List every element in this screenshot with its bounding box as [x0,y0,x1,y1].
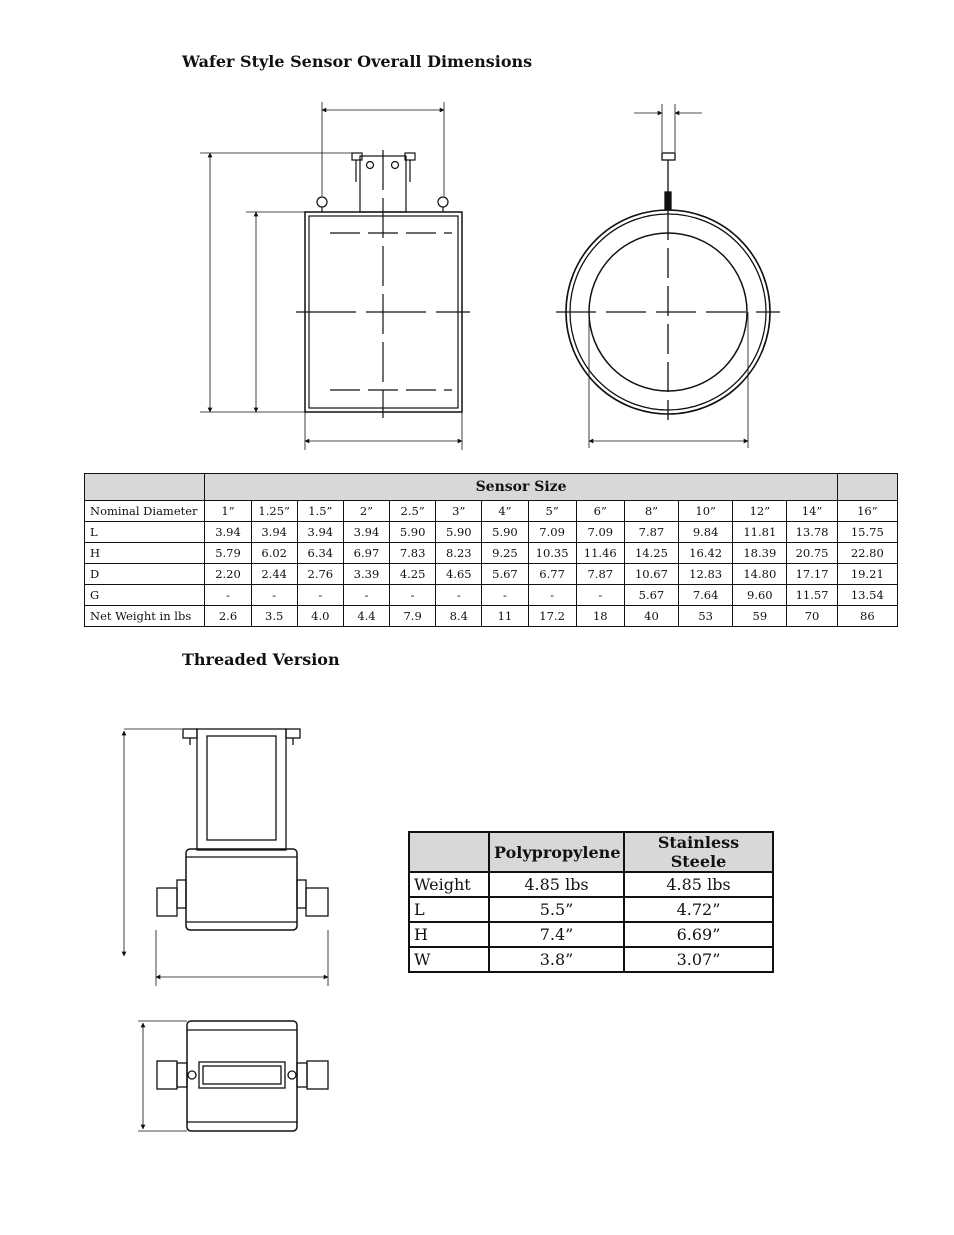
table-row [85,522,898,543]
table-cell: 40 [624,606,678,627]
table-cell: 9.60 [733,585,787,606]
row-label: D [85,564,205,585]
table-cell: 12” [733,501,787,522]
table-cell: 7.4” [489,922,624,947]
table-cell: - [436,585,482,606]
sensor-size-header: Sensor Size [205,474,837,501]
table-cell: 4.0 [297,606,343,627]
table-cell: 3.39 [343,564,389,585]
header-blank-cell [409,832,489,872]
table-cell: 4” [482,501,528,522]
table-cell: 5.67 [482,564,528,585]
table-cell: 12.83 [679,564,733,585]
table-cell: 3” [436,501,482,522]
table-cell: 1.25” [251,501,297,522]
row-label: H [409,922,489,947]
table-cell: 7.09 [576,522,624,543]
threaded-top-view-drawing [138,1021,328,1131]
table-cell: 17.17 [787,564,837,585]
table-cell: 4.85 lbs [624,872,773,897]
table-cell: 7.83 [390,543,436,564]
table-cell: 4.85 lbs [489,872,624,897]
table-row [85,585,898,606]
table-cell: 5.67 [624,585,678,606]
table-cell: 4.25 [390,564,436,585]
row-label: Weight [409,872,489,897]
table-cell: 13.54 [837,585,897,606]
table-cell: 5.90 [390,522,436,543]
table-cell: - [482,585,528,606]
table-row [85,501,898,522]
table-cell: 2.20 [205,564,251,585]
header-blank-cell [837,474,897,501]
table-cell: 18.39 [733,543,787,564]
table-cell: 11 [482,606,528,627]
table-cell: 53 [679,606,733,627]
table-cell: 13.78 [787,522,837,543]
table-cell: 7.9 [390,606,436,627]
table-cell: 2.5” [390,501,436,522]
table-cell: - [576,585,624,606]
table-cell: 3.94 [251,522,297,543]
table-cell: 3.94 [205,522,251,543]
table-cell: 18 [576,606,624,627]
table-cell: 3.5 [251,606,297,627]
table-cell: 6.02 [251,543,297,564]
table-cell: - [205,585,251,606]
table-cell: 4.65 [436,564,482,585]
table-cell: 11.46 [576,543,624,564]
table-row [409,947,773,972]
sensor-size-table [84,473,898,627]
table-cell: 14.25 [624,543,678,564]
table-cell: - [251,585,297,606]
table-cell: 3.94 [343,522,389,543]
threaded-material-table [408,831,774,973]
table-cell: 9.84 [679,522,733,543]
table-cell: 14.80 [733,564,787,585]
table-cell: 10.35 [528,543,576,564]
stainless-header: Stainless Steele [624,832,773,872]
table-cell: 1.5” [297,501,343,522]
table-row [409,922,773,947]
table-cell: 2” [343,501,389,522]
table-cell: 17.2 [528,606,576,627]
row-label: Nominal Diameter [85,501,205,522]
table-cell: 7.64 [679,585,733,606]
table-cell: 8” [624,501,678,522]
table-cell: 7.87 [576,564,624,585]
table-cell: 6.34 [297,543,343,564]
table-cell: 2.6 [205,606,251,627]
row-label: W [409,947,489,972]
table-cell: 14” [787,501,837,522]
table-cell: 22.80 [837,543,897,564]
table-cell: 8.4 [436,606,482,627]
table-cell: 5.5” [489,897,624,922]
table-cell: 10” [679,501,733,522]
polypropylene-header: Polypropylene [489,832,624,872]
row-label: L [409,897,489,922]
table-cell: 6.69” [624,922,773,947]
table-cell: 9.25 [482,543,528,564]
wafer-front-view-drawing [556,104,780,448]
table-row [85,543,898,564]
row-label: Net Weight in lbs [85,606,205,627]
table-cell: 11.81 [733,522,787,543]
wafer-side-view-drawing [200,102,470,450]
table-cell: 10.67 [624,564,678,585]
row-label: H [85,543,205,564]
table-row [409,897,773,922]
table-cell: - [297,585,343,606]
table-cell: 16” [837,501,897,522]
table-header-row [409,832,773,872]
table-cell: 59 [733,606,787,627]
table-cell: 11.57 [787,585,837,606]
table-row [409,872,773,897]
table-cell: 70 [787,606,837,627]
row-label: G [85,585,205,606]
table-cell: - [343,585,389,606]
table-cell: 6.97 [343,543,389,564]
table-header-row [85,474,898,501]
table-cell: 6.77 [528,564,576,585]
table-cell: 15.75 [837,522,897,543]
table-cell: 5” [528,501,576,522]
table-cell: 3.8” [489,947,624,972]
table-row [85,606,898,627]
row-label: L [85,522,205,543]
table-cell: 20.75 [787,543,837,564]
table-cell: - [528,585,576,606]
table-cell: - [390,585,436,606]
table-cell: 2.76 [297,564,343,585]
table-cell: 86 [837,606,897,627]
header-blank-cell [85,474,205,501]
table-cell: 4.4 [343,606,389,627]
wafer-dimensions-heading: Wafer Style Sensor Overall Dimensions [182,52,533,71]
table-cell: 1” [205,501,251,522]
threaded-side-view-drawing [124,729,328,986]
threaded-version-heading: Threaded Version [182,650,340,669]
table-cell: 16.42 [679,543,733,564]
table-cell: 5.79 [205,543,251,564]
table-cell: 6” [576,501,624,522]
table-cell: 4.72” [624,897,773,922]
table-cell: 7.87 [624,522,678,543]
table-row [85,564,898,585]
table-cell: 19.21 [837,564,897,585]
table-cell: 5.90 [436,522,482,543]
table-cell: 3.94 [297,522,343,543]
table-cell: 7.09 [528,522,576,543]
table-cell: 3.07” [624,947,773,972]
table-cell: 5.90 [482,522,528,543]
table-cell: 2.44 [251,564,297,585]
table-cell: 8.23 [436,543,482,564]
